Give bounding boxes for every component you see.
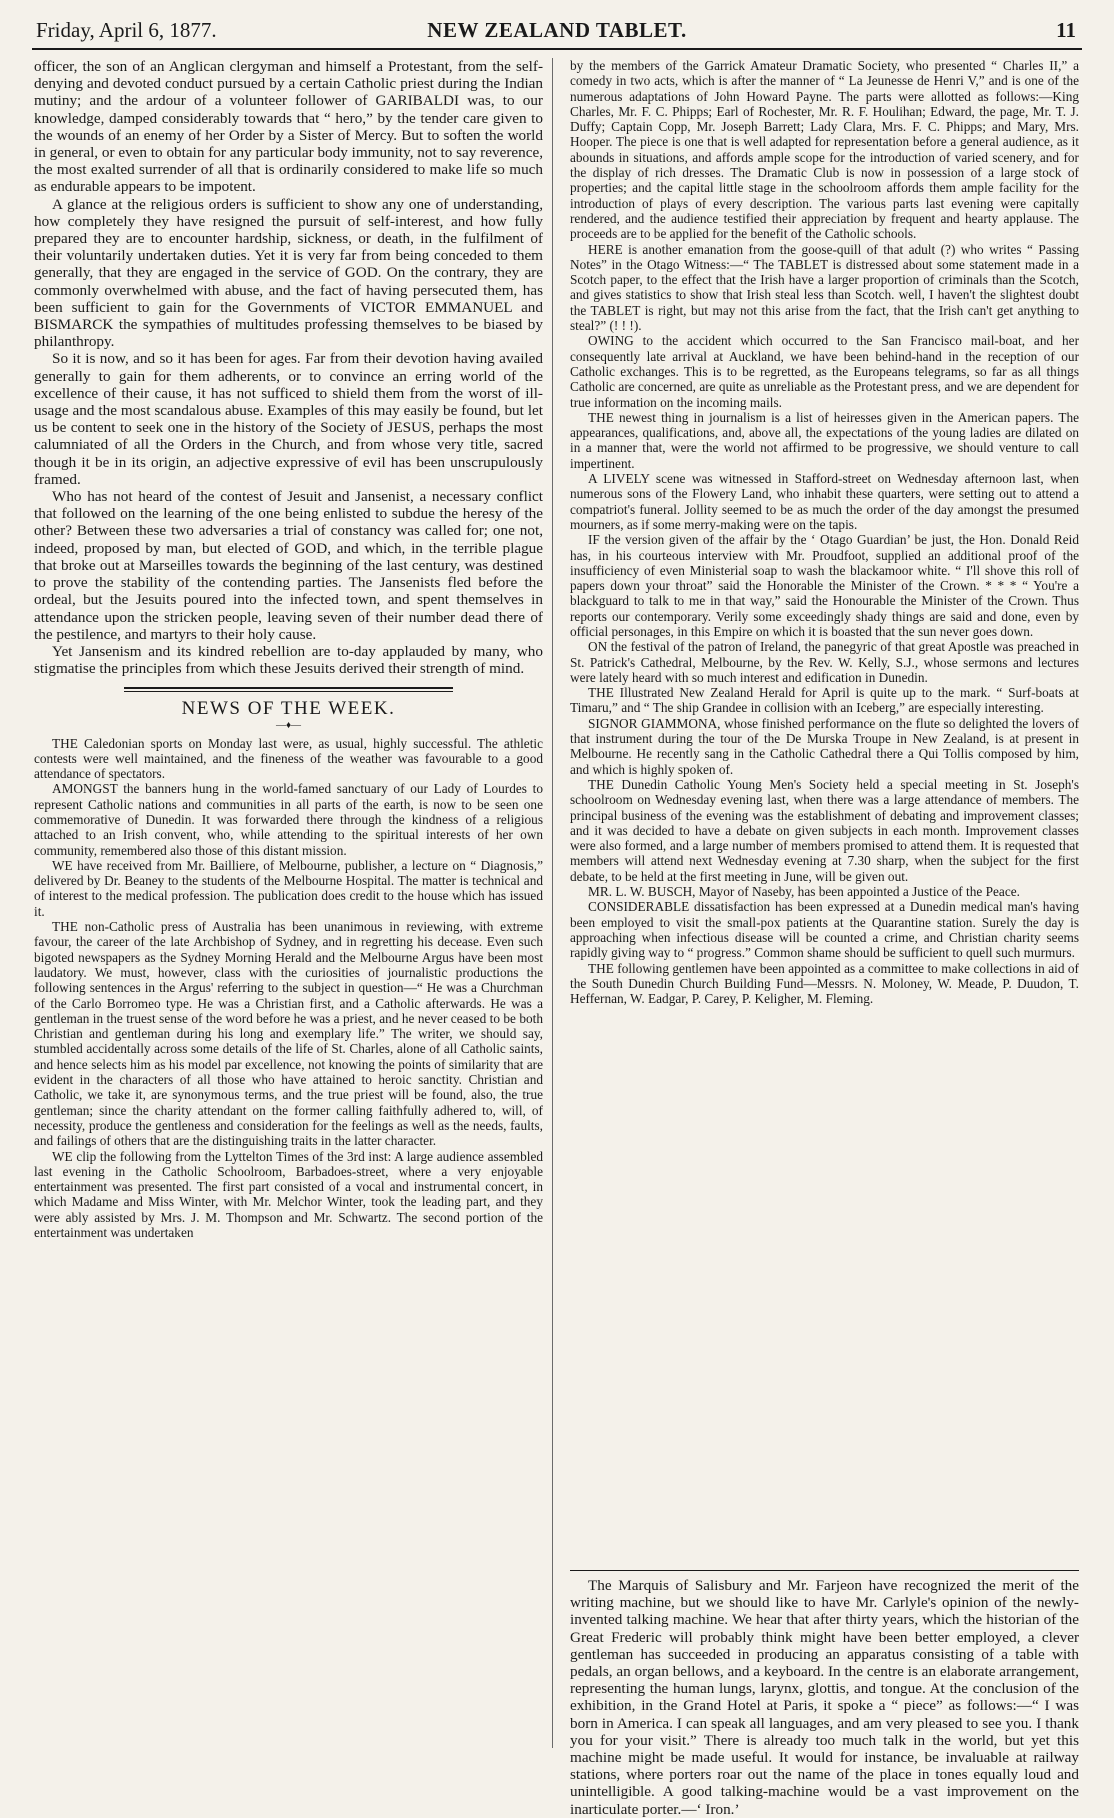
- news-item: HERE is another emanation from the goose-quill of that adult (?) who writes “ Passing Notes” in the Otago Witness:—“ The TABLET is distressed about some statement made in a Scotch paper, to the effect that the Irish have a larger proportion of criminals than the Scotch, and gives statistics to show that Irish steal less than Scotch. well, I haven't the slightest doubt the TABLET is right, but may not this arise from the fact, that the Irish can't get anything to steal?” (! ! !).: [570, 241, 1079, 334]
- news-item: THE Illustrated New Zealand Herald for April is quite up to the mark. “ Surf-boats at Timaru,” and “ The ship Grandee in collision with an Iceberg,” are especially interesting.: [570, 685, 1079, 716]
- issue-date: Friday, April 6, 1877.: [36, 18, 217, 42]
- left-column: [34, 58, 543, 1240]
- article-paragraph: officer, the son of an Anglican clergyman and himself a Protestant, from the self-denying and devoted conduct pursued by a certain Catholic priest during the Indian mutiny; and the ardour of a volunteer follower of GARIBALDI was, to our knowledge, damped considerably towards that “ hero,” by the tender care given to the wounds of an enemy of her Order by a Sister of Mercy. But to soften the world in general, or even to obtain for any particular body immunity, not to say reverence, the most exalted surrender of all that is ordinarily considered to make life so much as endurable appears to be impotent.: [34, 58, 543, 196]
- article-paragraph: Who has not heard of the contest of Jesuit and Jansenist, a necessary conflict that followed on the learning of the one being enlisted to subdue the heresy of the other? Between these two adversaries a trial of constancy was called for; one not, indeed, proposed by man, but elected of GOD, and which, in the terrible plague that broke out at Marseilles towards the beginning of the last century, was destined to prove the stability of the contending parties. The Jansenists fled before the ordeal, but the Jesuits poured into the infected town, and spent themselves in attendance upon the stricken people, leaving seven of their number dead there of the pestilence, and martyrs to their holy cause.: [34, 488, 543, 643]
- news-item: ON the festival of the patron of Ireland, the panegyric of that great Apostle was preached in St. Patrick's Cathedral, Melbourne, by the Rev. W. Kelly, S.J., whose sermons and lectures were lately heard with so much interest and edification in Dunedin.: [570, 639, 1079, 685]
- news-item: THE newest thing in journalism is a list of heiresses given in the American papers. The appearances, qualifications, and, above all, the expectations of the young ladies are dilated on in a manner that, were the world not affirmed to be progressive, we should venture to call impertinent.: [570, 409, 1079, 471]
- article-paragraph: Yet Jansenism and its kindred rebellion are to-day applauded by many, who stigmatise the principles from which these Jesuits derived their strength of mind.: [34, 642, 543, 678]
- article-rule: [570, 1570, 1079, 1571]
- article-paragraph: So it is now, and so it has been for ages. Far from their devotion having availed generally to gain for them adherents, or to convince an erring world of the excellence of their cause, it has not sufficed to shield them from the worst of ill-usage and the most scandalous abuse. Examples of this may easily be found, but let us be content to seek one in the history of the Society of JESUS, perhaps the most calumniated of all the Orders in the Church, and from whose very title, sacred though it be in its origin, an adjective expressive of evil has been unscrupulously framed.: [34, 350, 543, 488]
- section-rule: [124, 687, 453, 692]
- news-item: WE have received from Mr. Bailliere, of Melbourne, publisher, a lecture on “ Diagnosis,” delivered by Dr. Beaney to the students of the Melbourne Hospital. The matter is technical and of interest to the medical profession. The publication does credit to the house which has issued it.: [34, 857, 543, 919]
- news-item: THE Caledonian sports on Monday last were, as usual, highly successful. The athletic contests were well maintained, and the fineness of the weather was favourable to a good attendance of spectators.: [34, 735, 543, 782]
- article-paragraph: A glance at the religious orders is sufficient to show any one of understanding, how completely they have resigned the pursuit of self-interest, and how fully prepared they are to encounter hardship, sickness, or death, in the fulfilment of their voluntarily undertaken duties. Yet it is very far from being conceded to them generally, that they are engaged in the service of GOD. On the contrary, they are commonly overwhelmed with abuse, and the fact of having persecuted them, has been sufficient to gain for the Governments of VICTOR EMMANUEL and BISMARCK the sympathies of multitudes professing themselves to be biased by philanthropy.: [34, 195, 543, 351]
- news-item: by the members of the Garrick Amateur Dramatic Society, who presented “ Charles II,” a comedy in two acts, which is after the manner of “ La Jeunesse de Henri V,” and is one of the numerous adaptations of John Howard Payne. The parts were allotted as follows:—King Charles, Mr. F. C. Phipps; Earl of Rochester, Mr. R. F. Houlihan; Edward, the page, Mr. T. J. Duffy; Captain Copp, Mr. Joseph Barrett; Lady Clara, Mrs. F. C. Phipps; and Mary, Mrs. Hooper. The piece is one that is well adapted for representation before a general audience, as it abounds in situations, and affords ample scope for the introduction of varied scenery, and for the display of rich dresses. The Dramatic Club is now in possession of a large stock of properties; and the capital little stage in the schoolroom affords them ample facility for the introduction of plays of every description. The various parts last evening were capitally rendered, and the audience testified their appreciation by frequent and hearty applause. The proceeds are to be applied for the benefit of the Catholic schools.: [570, 58, 1079, 242]
- news-item: AMONGST the banners hung in the world-famed sanctuary of our Lady of Lourdes to represent Catholic nations and communities in all parts of the earth, is now to be seen one commemorative of Dunedin. It was forwarded there through the kindness of a religious attached to an Irish convent, who, while attending to the spiritual interests of her own community, remembered also those of this distant mission.: [34, 781, 543, 858]
- news-item: SIGNOR GIAMMONA, whose finished performance on the flute so delighted the lovers of that instrument during the tour of the De Murska Troupe in New Zealand, is at present in Melbourne. He recently sang in the Catholic Cathedral there a Qui Tollis composed by him, and which is highly spoken of.: [570, 715, 1079, 777]
- masthead: [32, 14, 1082, 50]
- news-item: THE following gentlemen have been appointed as a committee to make collections in aid of the South Dunedin Church Building Fund—Messrs. N. Moloney, W. Meade, P. Duudon, T. Heffernan, W. Eadgar, P. Carey, P. Keligher, M. Fleming.: [570, 960, 1079, 1007]
- news-item: MR. L. W. BUSCH, Mayor of Naseby, has been appointed a Justice of the Peace.: [588, 884, 1020, 900]
- right-column: [570, 58, 1079, 1006]
- newspaper-title: NEW ZEALAND TABLET.: [427, 18, 687, 42]
- news-item: OWING to the accident which occurred to the San Francisco mail-boat, and her consequently late arrival at Auckland, we have been behind-hand in the reception of our Catholic exchanges. This is to be regretted, as the Europeans telegrams, so far as all things Catholic are concerned, are quite as unreliable as the Protestant press, and we are dependent for true information on the incoming mails.: [570, 333, 1079, 410]
- page-number: 11: [1056, 18, 1076, 42]
- column-divider: [552, 58, 553, 1748]
- news-item: IF the version given of the affair by the ‘ Otago Guardian’ be just, the Hon. Donald Reid has, in his courteous interview with Mr. Proudfoot, supplied an additional proof of the insufficiency of even Ministerial soap to wash the blackamoor white. “ I'll shove this roll of papers down your throat” said the Honorable the Minister of the Crown. * * * “ You're a blackguard to talk to me in that way,” said the Honourable the Minister of the Crown. Thus reports our contemporary. Verily some exceedingly shady things are said and done, even by official personages, in this Empire on which it is boasted that the sun never goes down.: [570, 532, 1079, 639]
- news-item: THE Dunedin Catholic Young Men's Society held a special meeting in St. Joseph's schoolroom on Wednesday evening last, when there was a large attendance of members. The principal business of the evening was the establishment of debating and improvement classes; and it was decided to have a debate on given subjects in each month. Improvement classes were also formed, and a large number of members promised to attend them. It is requested that members will attend next Wednesday evening at 7.30 sharp, when the subject for the first debate, to be held at the first meeting in June, will be given out.: [570, 776, 1079, 884]
- news-item: THE non-Catholic press of Australia has been unanimous in reviewing, with extreme favour, the career of the late Archbishop of Sydney, and in regretting his decease. Even such bigoted newspapers as the Sydney Morning Herald and the Melbourne Argus have been most laudatory. We must, however, class with the curiosities of journalistic productions the following sentences in the Argus' referring to the subject in question—“ He was a Churchman of the Carlo Borromeo type. He was a Christian first, and a Catholic afterwards. He was a gentleman in the truest sense of the word before he was a priest, and he never ceased to be both Christian and gentleman during his long and exemplary life.” The writer, we should say, stumbled accidentally across some details of the life of St. Charles, alone of all Catholic saints, and hence selects him as his model par excellence, not knowing the points of similarity that are evident in the characters of all those who have attained to heroic sanctity. Christian and Catholic, we take it, are synonymous terms, and the true priest will be found, also, the true gentleman; since the charity attendant on the former calling faithfully adhered to, will, of necessity, produce the gentleness and consideration for the feelings as well as the needs, faults, and failings of others that are the distinguishing traits in the latter character.: [34, 919, 543, 1149]
- news-item: WE clip the following from the Lyttelton Times of the 3rd inst: A large audience assembled last evening in the Catholic Schoolroom, Barbadoes-street, where a very enjoyable entertainment was presented. The first part consisted of a vocal and instrumental concert, in which Madame and Miss Winter, with Mr. Melchor Winter, took the leading part, and they were ably assisted by Mrs. J. M. Thompson and Mr. Schwartz. The second portion of the entertainment was undertaken: [34, 1148, 543, 1241]
- article-paragraph: The Marquis of Salisbury and Mr. Farjeon have recognized the merit of the writing machine, but we should like to have Mr. Carlyle's opinion of the newly-invented talking machine. We hear that after thirty years, which the historian of the Great Frederic will probably think might have been better employed, a clever gentleman has succeeded in producing an apparatus consisting of a table with pedals, an organ bellows, and a keyboard. In the centre is an elaborate arrangement, representing the human lungs, larynx, glottis, and tongue. At the conclusion of the exhibition, in the Grand Hotel at Paris, it spoke a “ piece” as follows:—“ I was born in America. I can speak all languages, and am very pleased to see you. I thank you for your visit.” There is already too much talk in the world, but yet this machine might be made useful. It would for instance, be invaluable at railway stations, where porters roar out the name of the place in tones equally loud and unintelligible. A good talking-machine would be a vast improvement on the inarticulate porter.—‘ Iron.’: [570, 1577, 1079, 1818]
- ornament-rule: —♦—: [275, 719, 302, 731]
- talking-machine-article: [570, 1560, 1079, 1818]
- news-item: CONSIDERABLE dissatisfaction has been expressed at a Dunedin medical man's having been employed to visit the small-pox patients at the Quarantine station. Surely the day is approaching when infectious disease will be counted a crime, and Christian charity seems rapidly giving way to “ progress.” Common shame should be sufficient to quell such murmurs.: [570, 899, 1079, 961]
- news-item: A LIVELY scene was witnessed in Stafford-street on Wednesday afternoon last, when numerous sons of the Flowery Land, who inhabit these quarters, were setting out to attend a compatriot's funeral. Jollity seemed to be as much the order of the day amongst the presumed mourners, as if some merry-making were on the tapis.: [570, 471, 1079, 532]
- section-title: NEWS OF THE WEEK.: [181, 698, 396, 720]
